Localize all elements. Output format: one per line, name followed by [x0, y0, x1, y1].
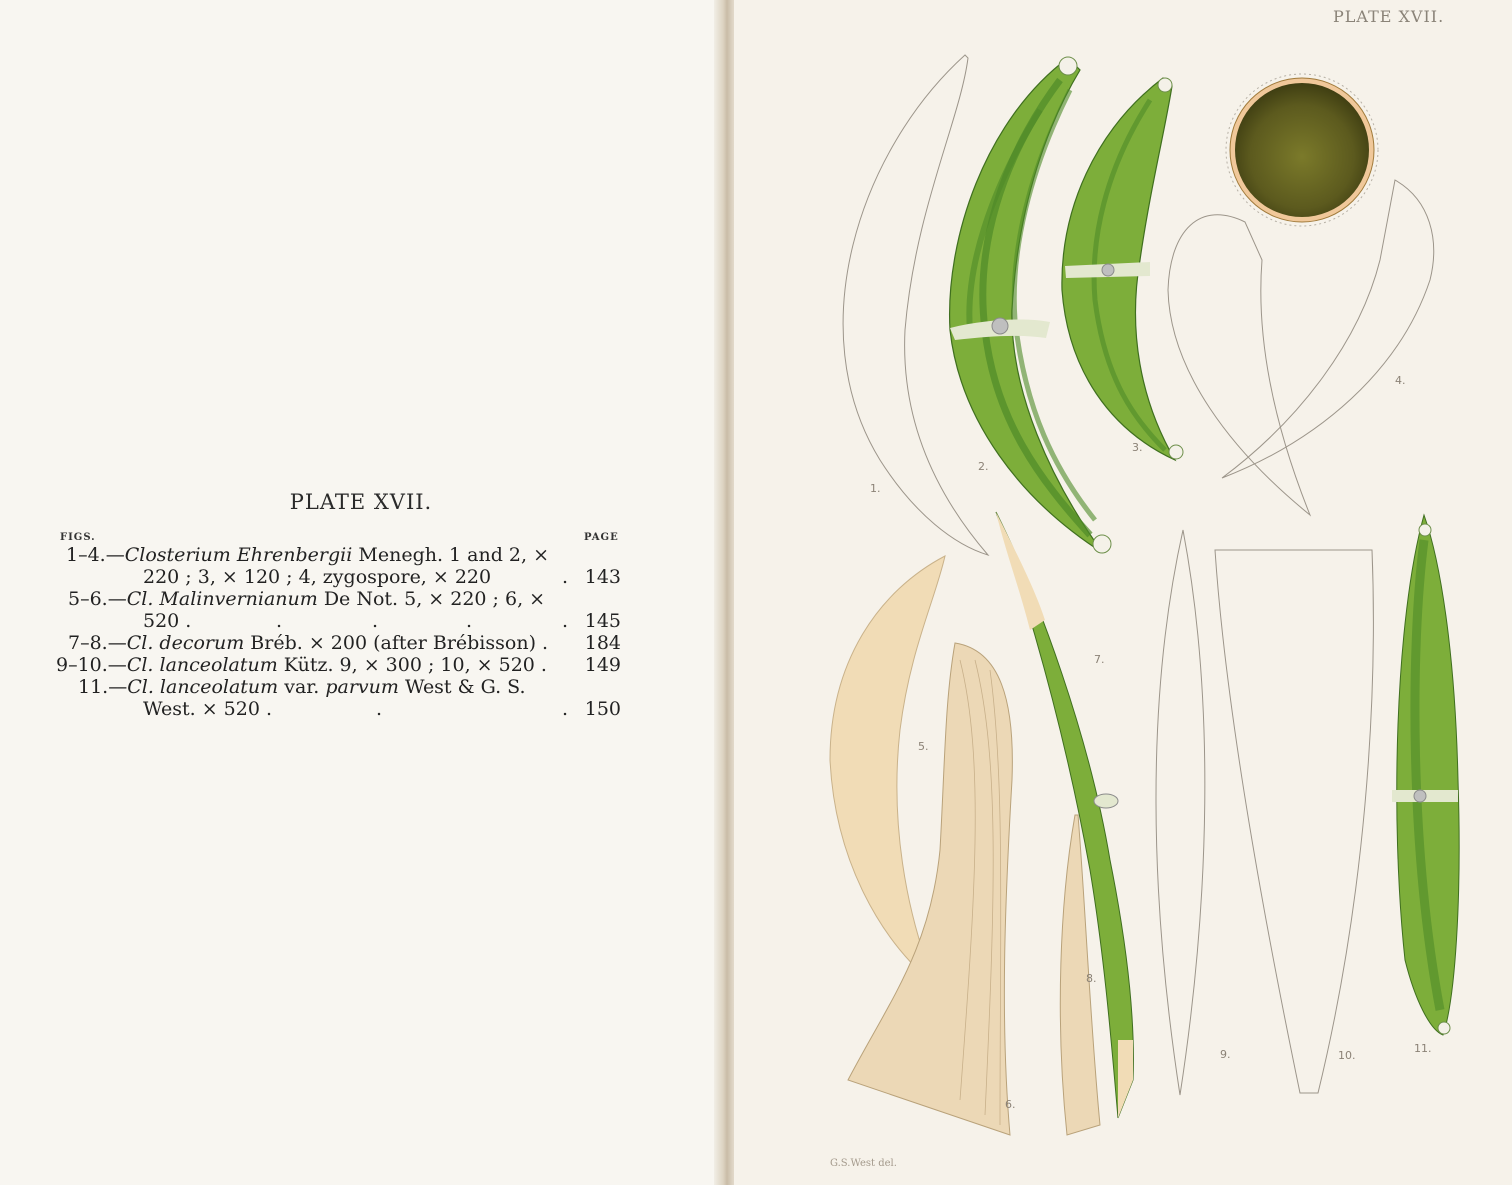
page-number: 143 [584, 566, 621, 588]
plate-title: PLATE XVII. [289, 490, 433, 514]
page-number: 184 [584, 632, 621, 654]
fig-11-cell [1392, 515, 1459, 1035]
legend-text: Kütz. 9, × 300 ; 10, × 520 . [277, 654, 547, 676]
figure-number: 11. [1414, 1042, 1432, 1055]
fig-label: 7–8.— [68, 632, 127, 654]
legend-text: Menegh. 1 and 2, × [352, 544, 550, 566]
figure-number: 1. [870, 482, 881, 495]
page-number: 150 [584, 698, 621, 720]
legend-text: Bréb. × 200 (after Brébisson) . [244, 632, 549, 654]
page-number: 149 [584, 654, 621, 676]
legend-text: 220 ; 3, × 120 ; 4, zygospore, × 220 [143, 566, 492, 588]
legend-text: West & G. S. [398, 676, 526, 698]
species-name: Closterium Ehrenbergii [124, 544, 353, 566]
species-name: Cl. decorum [126, 632, 245, 654]
figure-number: 2. [978, 460, 989, 473]
figure-number: 8. [1086, 972, 1097, 985]
figure-number: 6. [1005, 1098, 1016, 1111]
figs-column-header: FIGS. [60, 532, 96, 543]
species-name: Cl. lanceolatum [127, 676, 279, 698]
variety-name: parvum [325, 676, 399, 698]
figure-number: 10. [1338, 1049, 1356, 1062]
figure-number: 5. [918, 740, 929, 753]
legend-text: West. × 520 . [143, 698, 272, 720]
species-name: Cl. Malinvernianum [126, 588, 318, 610]
figure-number: 3. [1132, 441, 1143, 454]
figure-number: 7. [1094, 653, 1105, 666]
fig-label: 11.— [78, 676, 128, 698]
legend-row: West. × 520 . . . 150 [143, 698, 621, 720]
legend-row: 520 . . . . . 145 [143, 610, 621, 632]
page-number: 145 [584, 610, 621, 632]
fig-label: 9–10.— [56, 654, 127, 676]
fig-3-cell [1062, 78, 1183, 460]
fig-4-zygospore [1168, 74, 1434, 515]
fig-9-cell-outline [1156, 530, 1205, 1095]
legend-text: var. [278, 676, 326, 698]
plate-label: PLATE XVII. [1333, 7, 1445, 26]
artist-credit: G.S.West del. [830, 1158, 897, 1169]
fig-10-cell-outline [1215, 550, 1373, 1093]
species-name: Cl. lanceolatum [126, 654, 278, 676]
fig-label: 1–4.— [66, 544, 125, 566]
figure-number: 4. [1395, 374, 1406, 387]
legend-text: 520 . [143, 610, 192, 632]
figure-number: 9. [1220, 1048, 1231, 1061]
legend-text: De Not. 5, × 220 ; 6, × [317, 588, 546, 610]
leader-dot: . [562, 566, 569, 588]
page-column-header: PAGE [584, 532, 619, 543]
fig-label: 5–6.— [68, 588, 127, 610]
